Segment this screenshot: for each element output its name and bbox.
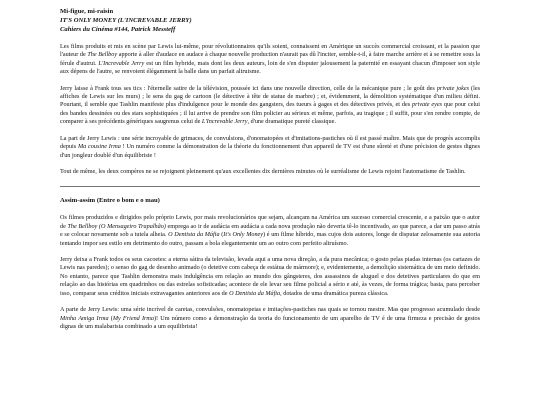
- italic-text-run: Ma cousine Irma: [77, 143, 121, 151]
- italic-text-run: The Bellboy: [87, 51, 118, 59]
- text-run: (: [219, 231, 224, 239]
- italic-text-run: My Friend Irma: [112, 314, 154, 322]
- text-run: (: [108, 314, 113, 322]
- portuguese-body: [60, 197, 480, 331]
- article-subtitle: IT'S ONLY MONEY (L'INCREVABLE JERRY): [60, 16, 192, 24]
- text-run: ) é um filme híbrido, mas cujos dois autores, longe de disputar zelosamente sua autoria tentando impor seu estilo em detrimento do outro, passam a bola elegantemente um ao outro com perfeito altruísmo.: [60, 231, 481, 247]
- italic-text-run: O Dentista da Máfia: [168, 231, 220, 239]
- french-paragraph-2: [60, 85, 480, 127]
- text-run: Tout de même, les deux compères ne se rejoignent pleinement qu'aux excellentes dix dernières minutes où le surréalisme de Lewis rejoint l'automatisme de Tashlin.: [60, 167, 466, 175]
- italic-text-run: private eyes: [412, 101, 443, 109]
- french-paragraph-1: [60, 43, 480, 77]
- text-run: Jerry laisse à Frank tous ses tics : l'éternelle satire de la télévision, poussée ici dans une nouvelle direction, celle de la mécanique pure ; le goût des: [60, 84, 437, 92]
- text-run: Os filmes produzidos e dirigidos pelo próprio Lewis, por mais revolucionários que sejam, alcançam na América um sucesso comercial crescente, e a paixão que o autor de: [60, 214, 480, 230]
- text-run: apporte à aller d'audace en audace à chaque nouvelle production n'aurait pas dû l'inciter, semble-t-il, à faire marche arrière et à se remettre sous la férule d'autrui.: [60, 51, 480, 67]
- italic-text-run: O Dentista da Máfia: [229, 289, 281, 297]
- text-run: A parte de Jerry Lewis: uma série incrível de caretas, convulsões, onomatopeias e imitações-pastiches nas quais se tornou mestre. Mas que progresso acumulado desde: [60, 306, 480, 314]
- text-run: est un film hybride, mais dont les deux auteurs, loin de s'en disputer jalousement la paternité en essayant chacun d'imposer son style aux dépens de l'autre, se renvoient élégamment la balle dans un parfait altruisme.: [60, 59, 480, 76]
- text-run: Les films produits et mis en scène par Lewis lui-même, pour révolutionnaires qu'ils soient, connaissent en Amérique un succès commercial croissant, et la passion que l'auteur de: [60, 42, 480, 59]
- text-run: )! Um número como a demonstração da teoria do funcionamento de um aparelho de TV é de uma firmeza e precisão de gestos dignas de um malabarista combinado a um equilibrista!: [60, 314, 481, 330]
- italic-text-run: Minha Amiga Irma: [60, 314, 109, 322]
- french-paragraph-4: [60, 168, 480, 176]
- text-run: Jerry deixa a Frank todos os seus cacoetes: a eterna sátira da televisão, levada aqui a uma nova direção, a da pura mecânica; o gosto pelas piadas internas (os cartazes de Lewis nas paredes); o senso do gag de desenho animado (o detetive com cabeça de estátua de mármore); e, evidentemente, a demolição sistemática de um meio definido. No entanto, parece que Tashlin demonstra mais indulgência em relação ao mundo dos gângsteres, dos assassinos de aluguel e dos detetives particulares do que em relação ao das histórias em quadrinhos ou das estrelas sofisticadas; acontece de ele levar seu filme policial a sério e até, às vezes, de forma trágica; basta, para perceber isso, comparar seus créditos iniciais extravagantes anteriores aos de: [60, 255, 480, 297]
- translation-title: Assim-assim (Entre o bom e o mau): [60, 197, 160, 205]
- section-divider: [60, 186, 480, 187]
- text-run: La part de Jerry Lewis : une série incroyable de grimaces, de convulsions, d'onomatopées et d'imitations-pastiches où il est passé maître. Mais que de progrès accomplis depuis: [60, 134, 480, 151]
- italic-text-run: L'Increvable Jerry: [98, 59, 145, 67]
- article-title: Mi-figue, mi-raisin: [60, 8, 114, 15]
- text-run: , dotados de uma dramática pureza clássica.: [280, 289, 389, 297]
- portuguese-paragraph-1: [60, 214, 480, 248]
- text-run: ! Un numéro comme la démonstration de la théorie du fonctionnement d'un appareil de TV est d'une sûreté et d'une précision de gestes dignes d'un jongleur doublé d'un équilibriste !: [60, 143, 481, 159]
- italic-text-run: private jokes: [436, 84, 470, 92]
- french-header: [60, 8, 480, 35]
- italic-text-run: It's Only Money: [223, 231, 264, 239]
- text-run: emprega ao ir de audácia em audácia a cada nova produção não deveria tê-lo incentivado, ao que parece, a dar um passo atrás e se colocar novamente sob a tutela alheia.: [60, 222, 480, 239]
- french-body: [60, 43, 480, 176]
- italic-text-run: L'Increvable Jerry: [201, 118, 248, 126]
- french-paragraph-3: [60, 135, 480, 160]
- text-run: que pour celui des bandes dessinées ou des stars sophistiquées ; il lui arrive de prendre son film policier au sérieux et même, parfois, au tragique ; il suffit, pour s'en rendre compte, de comparer à ses précédents génériques saugrenus celui de: [60, 101, 480, 126]
- article-source: Cahiers du Cinéma #144, Patrick Messteff: [60, 25, 176, 33]
- text-run: (les affiches de Lewis sur les murs) ; le sens du gag de cartoon (le détective à tête de statue de marbre) ; et, évidemment, la démolition systématique d'un milieu défini. Pourtant, il semble que Tashlin manifeste plus d'indulgence pour le monde des gangsters, des tueurs à gages et des détectives privés, et des: [60, 84, 480, 109]
- portuguese-paragraph-2: [60, 256, 480, 298]
- portuguese-paragraph-3: [60, 306, 480, 331]
- italic-text-run: The Bellboy (O Mensageiro Trapalhão): [67, 222, 166, 230]
- text-run: , d'une dramatique pureté classique.: [247, 118, 336, 126]
